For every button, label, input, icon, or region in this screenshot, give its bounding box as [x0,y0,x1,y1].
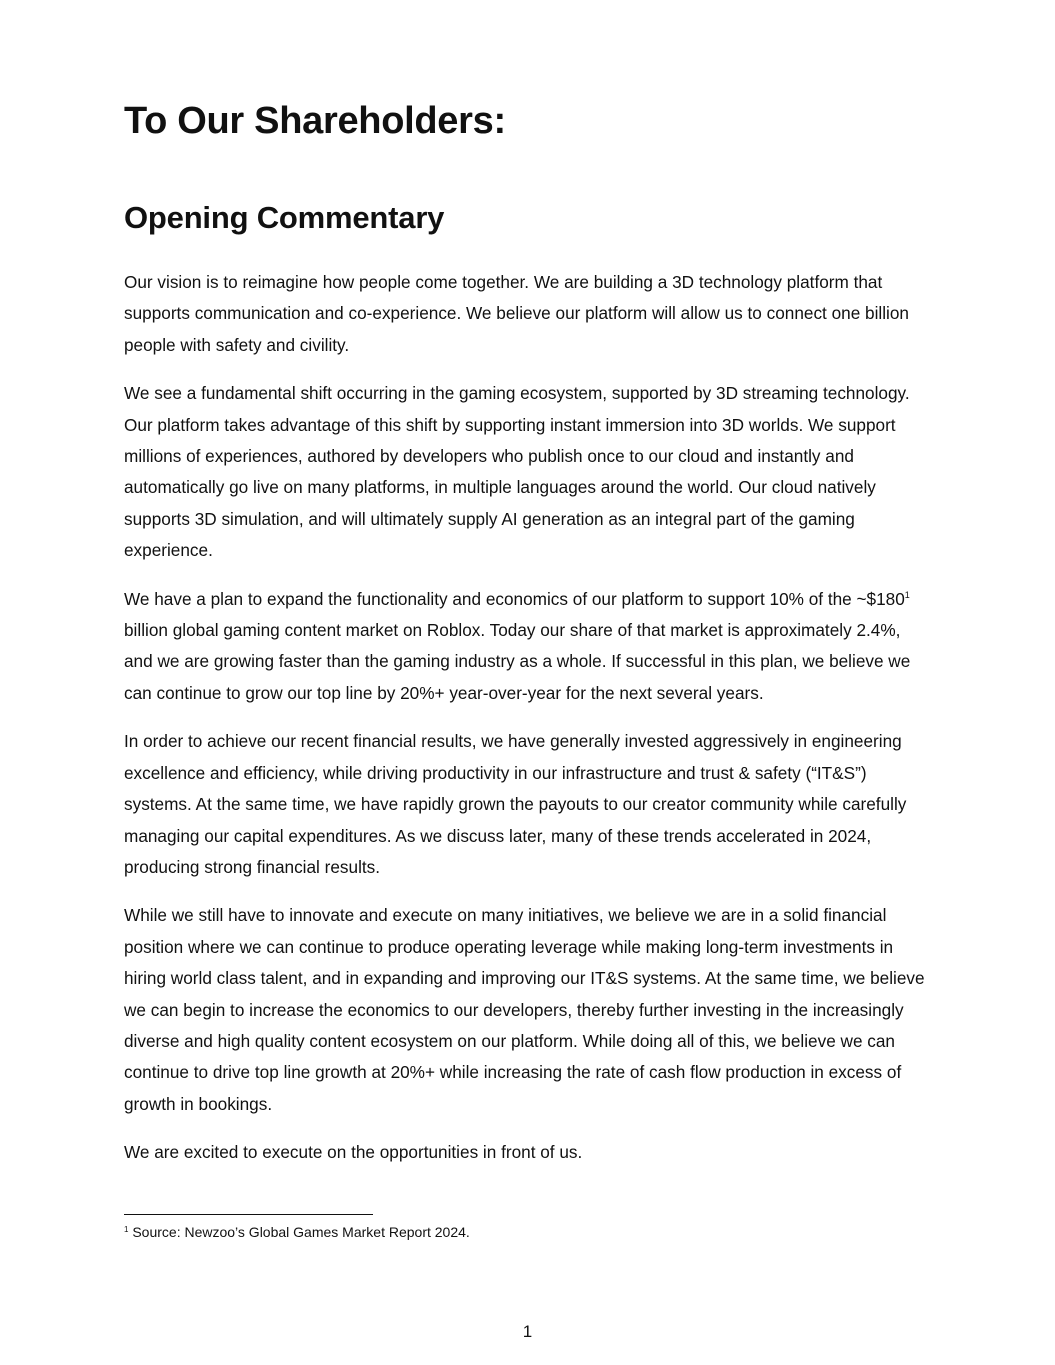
paragraph-closing: We are excited to execute on the opportunities in front of us. [124,1142,583,1163]
paragraph-financial-results: In order to achieve our recent financial results, we have generally invested aggressively in engineering excellence and efficiency, while driving productivity in our infrastructure and trust & safety (“IT&S”) systems. At the same time, we have rapidly grown the payouts to our creator community while carefully managing our capital expenditures. As we discuss later, many of these trends accelerated in 2024, producing strong financial results. [124,731,907,877]
paragraph-gaming-shift: We see a fundamental shift occurring in the gaming ecosystem, supported by 3D streaming technology. Our platform takes advantage of this shift by supporting instant immersion into 3D worlds. We support millions of experiences, authored by developers who publish once to our cloud and instantly and automatically go live on many platforms, in multiple languages around the world. Our cloud natively supports 3D simulation, and will ultimately supply AI generation as an integral part of the gaming experience. [124,383,910,561]
page-number: 1 [522,1322,533,1341]
paragraph-financial-position: While we still have to innovate and execute on many initiatives, we believe we are in a solid financial position where we can continue to produce operating leverage while making long-term investments in hiring world class talent, and in expanding and improving our IT&S systems. At the same time, we believe we can begin to increase the economics to our developers, thereby further investing in the increasingly diverse and high quality content ecosystem on our platform. While doing all of this, we believe we can continue to drive top line growth at 20%+ while increasing the rate of cash flow production in excess of growth in bookings. [124,905,925,1114]
footnote-text: Source: Newzoo’s Global Games Market Report 2024. [128,1224,470,1240]
page-title: To Our Shareholders: [124,100,506,142]
section-heading: Opening Commentary [124,200,445,235]
paragraph-market-plan [124,584,932,710]
letter-body [124,267,932,1186]
footnote-marker: 1 [124,1225,129,1234]
footnote-divider [124,1214,373,1215]
footnote-reference[interactable]: 1 [904,589,910,600]
paragraph-market-plan-start: We have a plan to expand the functionality and economics of our platform to support 10% of the ~$180 [124,588,905,609]
paragraph-market-plan-end: billion global gaming content market on Roblox. Today our share of that market is approximately 2.4%, and we are growing faster than the gaming industry as a whole. If successful in this plan, we believe we can continue to grow our top line by 20%+ year-over-year for the next several years. [124,620,911,703]
footnote [124,1223,470,1241]
paragraph-vision: Our vision is to reimagine how people come together. We are building a 3D technology platform that supports communication and co-experience. We believe our platform will allow us to connect one billion people with safety and civility. [124,272,909,355]
